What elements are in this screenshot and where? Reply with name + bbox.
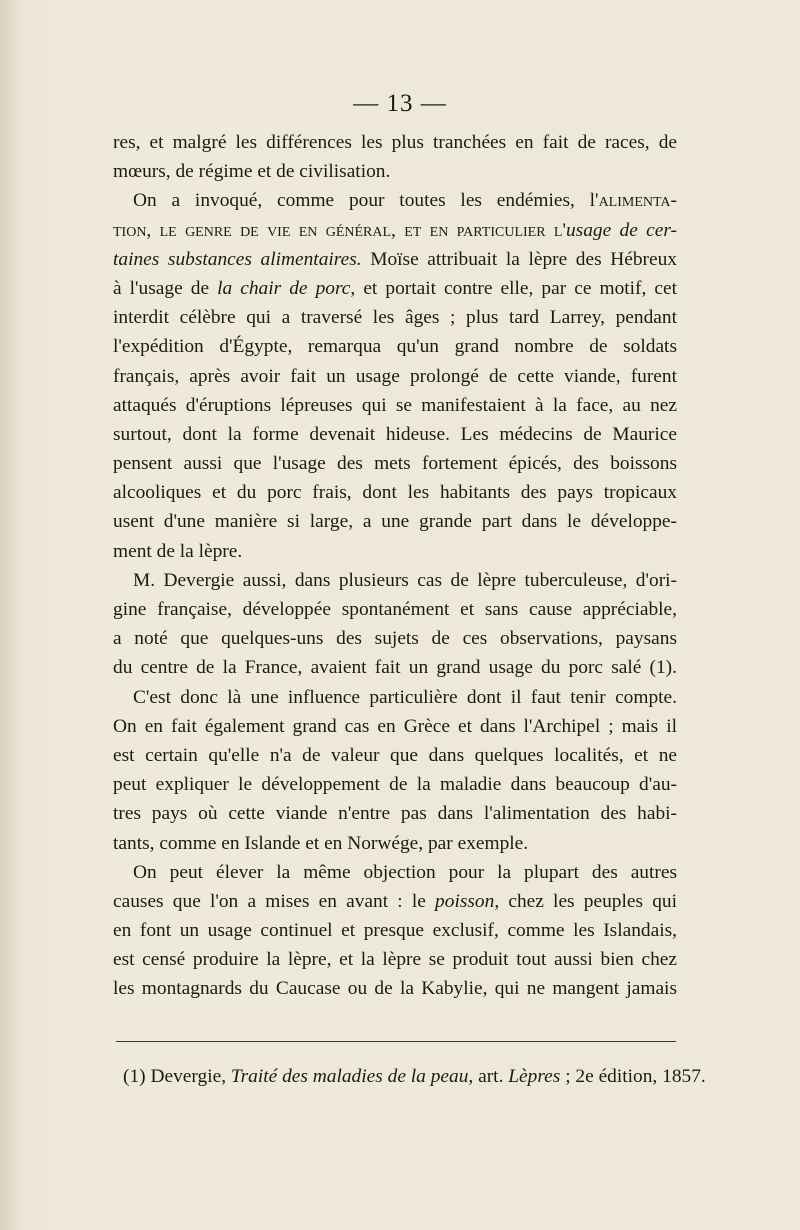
text-line: à l'usage de la chair de porc, et portait contre elle, par ce motif, cet <box>113 277 678 299</box>
text-line: tion, le genre de vie en général, et en particulier l'usage de cer- <box>113 219 677 241</box>
text-line: ment de la lèpre. <box>113 540 243 562</box>
text-line: en font un usage continuel et presque exclusif, comme les Islandais, <box>113 920 677 942</box>
text-line: l'expédition d'Égypte, remarqua qu'un grand nombre de soldats <box>113 336 677 358</box>
text-line: C'est donc là une influence particulière dont il faut tenir compte. <box>133 686 677 708</box>
text-line: attaqués d'éruptions lépreuses qui se manifestaient à la face, au nez <box>113 394 677 416</box>
text-line: On en fait également grand cas en Grèce et dans l'Archipel ; mais il <box>113 715 677 737</box>
text-line: est censé produire la lèpre, et la lèpre se produit tout aussi bien chez <box>113 949 677 971</box>
text-line: est certain qu'elle n'a de valeur que dans quelques localités, et ne <box>113 744 677 766</box>
text-line: M. Devergie aussi, dans plusieurs cas de lèpre tuberculeuse, d'ori- <box>133 569 677 591</box>
text-line: tants, comme en Islande et en Norwége, par exemple. <box>113 832 529 854</box>
text-line: les montagnards du Caucase ou de la Kabylie, qui ne mangent jamais <box>113 978 677 1000</box>
footnote-divider <box>116 1041 676 1042</box>
footnote-title: Traité des maladies de la peau <box>230 1066 469 1087</box>
text-line: causes que l'on a mises en avant : le poisson, chez les peuples qui <box>113 890 677 912</box>
italic-term: la chair de porc <box>217 277 351 299</box>
text-line: interdit célèbre qui a traversé les âges ; plus tard Larrey, pendant <box>113 307 677 329</box>
text-line: français, après avoir fait un usage prolongé de cette viande, furent <box>113 365 677 387</box>
text-line: On peut élever la même objection pour la plupart des autres <box>133 861 677 883</box>
footnote-article: Lèpres <box>508 1066 561 1087</box>
text-line: tres pays où cette viande n'entre pas dans l'alimentation des habi- <box>113 803 677 825</box>
text-line: a noté que quelques-uns des sujets de ces observations, paysans <box>113 628 677 650</box>
text-line: On a invoqué, comme pour toutes les endémies, l'alimenta- <box>133 190 677 212</box>
footnote: (1) Devergie, Traité des maladies de la peau, art. Lèpres ; 2e édition, 1857. <box>113 1066 713 1088</box>
footnote-author: Devergie, <box>150 1066 231 1087</box>
text-line: du centre de la France, avaient fait un grand usage du porc salé (1). <box>113 657 677 679</box>
body-text <box>113 128 677 1004</box>
text-line: surtout, dont la forme devenait hideuse. Les médecins de Maurice <box>113 423 677 445</box>
text-line: alcooliques et du porc frais, dont les habitants des pays tropicaux <box>113 482 677 504</box>
italic-term: poisson <box>435 890 495 912</box>
text-line: res, et malgré les différences les plus tranchées en fait de races, de <box>113 132 677 153</box>
footnote-marker: (1) <box>123 1066 146 1087</box>
page-number: — 13 — <box>353 90 447 117</box>
text-line: taines substances alimentaires. Moïse attribuait la lèpre des Hébreux <box>113 248 678 270</box>
text-line: gine française, développée spontanément et sans cause appréciable, <box>113 599 677 620</box>
text-line: pensent aussi que l'usage des mets fortement épicés, des boissons <box>113 453 677 475</box>
text-line: peut expliquer le développement de la maladie dans beaucoup d'au- <box>113 774 677 796</box>
italic-term: usage de cer- <box>565 219 677 241</box>
small-caps-term: alimenta- <box>598 190 677 212</box>
text-line: usent d'une manière si large, a une grande part dans le développe- <box>113 511 677 533</box>
text-line: mœurs, de régime et de civilisation. <box>113 161 391 183</box>
italic-term: taines substances alimentaires. <box>113 248 362 270</box>
